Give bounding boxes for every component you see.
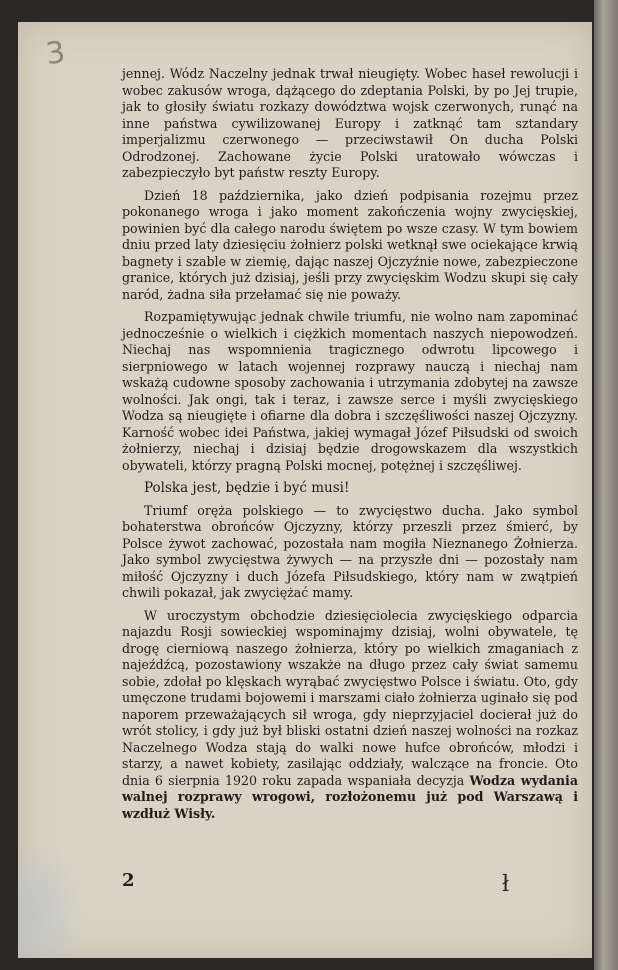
printer-mark: ł bbox=[502, 872, 510, 897]
paragraph-5-bold: Wodza wydania walnej rozprawy wrogowi, rozłożonemu już pod Warszawą i wzdłuż Wisły. bbox=[122, 772, 578, 821]
adjacent-page-edge bbox=[594, 0, 618, 970]
paragraph-4: Triumf oręża polskiego — to zwycięstwo ducha. Jako symbol bohaterstwa obrońców Ojczyzny, którzy przeszli przez śmierć, by Polsce żywot zachować, pozostała nam mogiła Nieznanego Żołnierza. Jako symbol zwycięstwa żywych — na przyszłe dni — pozostały nam miłość Ojczyzny i duch Józefa Piłsudskiego, który nam w zwątpień chwili pokazał, jak zwyciężać mamy. bbox=[122, 502, 578, 600]
paragraph-2: Dzień 18 października, jako dzień podpisania rozejmu przez pokonanego wroga i jako moment zakończenia wojny zwycięskiej, powinien być dla całego narodu świętem po wsze czasy. W tym bowiem dniu przed laty dziesięciu żołnierz polski wetknął swe ociekające krwią bagnety i szable w ziemię, dając naszej Ojczyźnie nowe, zabezpieczone granice, których już dzisiaj, jeśli przy zwycięskim Wodzu skupi się cały naród, żadna siła przełamać się nie poważy. bbox=[122, 187, 578, 302]
handwritten-page-mark: 3 bbox=[43, 34, 68, 73]
paper-stain bbox=[18, 842, 88, 958]
page-number: 2 bbox=[122, 870, 135, 891]
paragraph-1: jennej. Wódz Naczelny jednak trwał nieugięty. Wobec haseł rewolucji i wobec zakusów wroga, dążącego do zdeptania Polski, by po Jej trupie, jak to głosiły światu rozkazy dowództwa wojsk czerwonych, runąć na inne państwa cywilizowanej Europy i zatknąć tam sztandary imperjalizmu czerwonego — przeciwstawił On ducha Polski Odrodzonej. Zachowane życie Polski uratowało wówczas i zabezpieczyło byt państw reszty Europy. bbox=[122, 66, 578, 180]
paragraph-3: Rozpamiętywując jednak chwile triumfu, nie wolno nam zapominać jednocześnie o wielkich i ciężkich momentach naszych niepowodzeń. Niechaj nas wspomnienia tragicznego odwrotu lipcowego i sierpniowego w latach wojennej rozprawy nauczą i niechaj nam wskażą cudowne sposoby zachowania i utrzymania zdobytej na zawsze wolności. Jak ongi, tak i teraz, i zawsze serce i myśli zwycięskiego Wodza są nieugięte i ofiarne dla dobra i szczęśliwości naszej Ojczyzny. Karność wobec idei Państwa, jakiej wymagał Józef Piłsudski od swoich żołnierzy, niechaj i dzisiaj będzie drogowskazem dla wszystkich obywateli, którzy pragną Polski mocnej, potężnej i szczęśliwej. bbox=[122, 309, 578, 473]
paragraph-5 bbox=[122, 608, 578, 823]
paragraph-5-text: W uroczystym obchodzie dziesięciolecia zwycięskiego odparcia najazdu Rosji sowieckiej wspominajmy dzisiaj, wolni obywatele, tę drogę cierniową naszego żołnierza, który po wielkich zmaganiach z najeźdźcą, pozostawiony wszakże na długo przez cały świat samemu sobie, zdołał po klęskach wyrąbać zwycięstwo Polsce i światu. Oto, gdy umęczone trudami bojowemi i marszami ciało żołnierza uginało się pod naporem przeważających sił wroga, gdy nieprzyjaciel docierał już do wrót stolicy, i gdy już był bliski ostatni dzień naszej wolności na rozkaz Naczelnego Wodza stają do walki nowe hufce obrońców, młodzi i starzy, a nawet kobiety, zasilając oddziały, walczące na froncie. Oto dnia 6 sierpnia 1920 roku zapada wspaniała decyzja bbox=[122, 607, 578, 788]
section-heading: Polska jest, będzie i być musi! bbox=[144, 480, 350, 496]
body-text bbox=[122, 66, 578, 828]
document-page bbox=[18, 22, 592, 958]
